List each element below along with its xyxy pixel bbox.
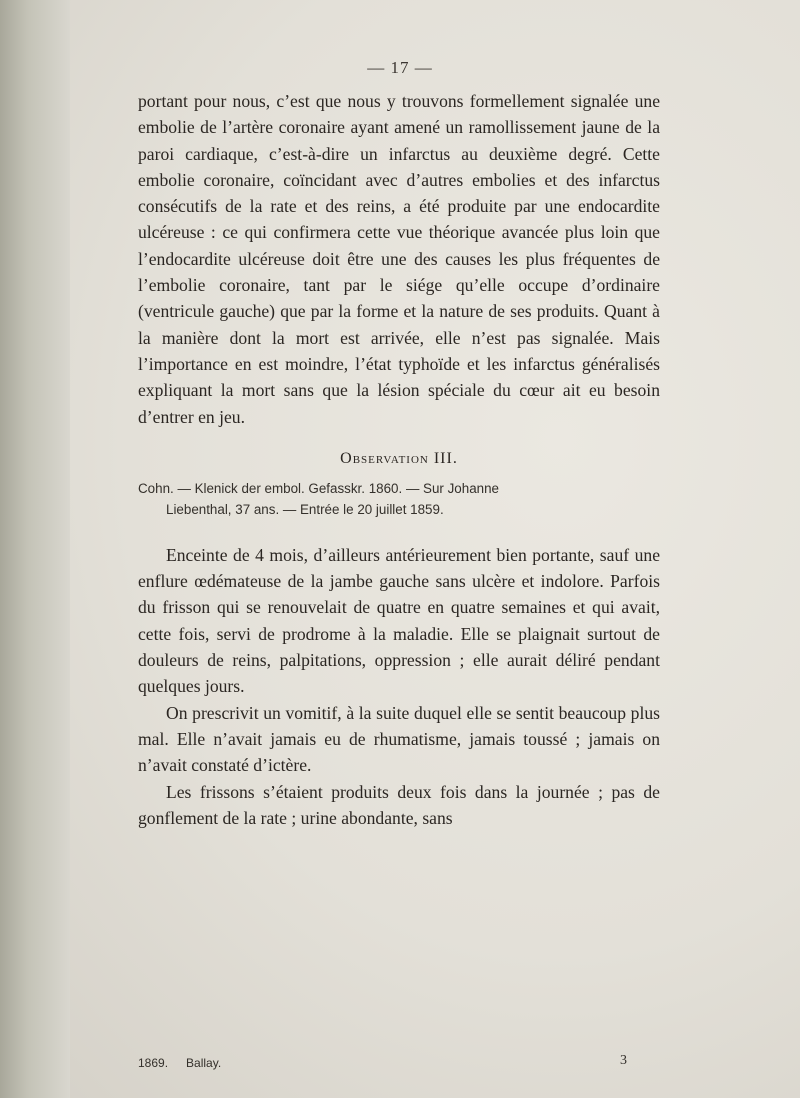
intro-paragraph: portant pour nous, c’est que nous y trouvons formellement signalée une embolie de l’artère coronaire ayant amené un ramollissement jaune de la paroi cardiaque, c’est-à-dire un infarctus au deuxième degré. Cette embolie coronaire, coïncidant avec d’autres embolies et des infarctus consécutifs de la rate et des reins, a été produite par une endocardite ulcéreuse : ce qui confirmera cette vue théorique avancée plus loin que l’endocardite ulcéreuse doit être une des causes les plus fréquentes de l’embolie coronaire, tant par le siége qu’elle occupe d’ordinaire (ventricule gauche) que par la forme et la nature de ses produits. Quant à la manière dont la mort est arrivée, elle n’est pas signalée. Mais l’importance en est moindre, l’état typhoïde et les infarctus généralisés expliquant la mort sans que la lésion spéciale du cœur ait eu besoin d’entrer en jeu.	[138, 91, 660, 427]
signature-mark: 3	[620, 1053, 627, 1068]
observation-reference-line-1: Cohn. — Klenick der embol. Gefasskr. 1860. — Sur Johanne	[138, 480, 499, 496]
observation-paragraph-3: Les frissons s’étaient produits deux fois dans la journée ; pas de gonflement de la rate ; urine abondante, sans	[138, 781, 660, 828]
footer-author: Ballay.	[186, 1056, 222, 1070]
observation-title: Observation III.	[340, 449, 458, 467]
page-footer	[138, 1056, 221, 1070]
observation-reference-line-2: Liebenthal, 37 ans. — Entrée le 20 juillet 1859.	[166, 501, 444, 517]
page-number: — 17 —	[367, 58, 433, 77]
footer-year: 1869.	[138, 1056, 169, 1070]
page-gutter	[0, 0, 70, 1098]
observation-paragraph-2: On prescrivit un vomitif, à la suite duquel elle se sentit beaucoup plus mal. Elle n’avait jamais eu de rhumatisme, jamais toussé ; jamais on n’avait constaté d’ictère.	[138, 702, 660, 776]
observation-paragraph-1: Enceinte de 4 mois, d’ailleurs antérieurement bien portante, sauf une enflure œdémateuse de la jambe gauche sans ulcère et indolore. Parfois du frisson qui se renouvelait de quatre en quatre semaines et qui avait, cette fois, servi de prodrome à la maladie. Elle se plaignait surtout de douleurs de reins, palpitations, oppression ; elle aurait déliré pendant quelques jours.	[138, 544, 660, 697]
text-block	[138, 88, 660, 831]
